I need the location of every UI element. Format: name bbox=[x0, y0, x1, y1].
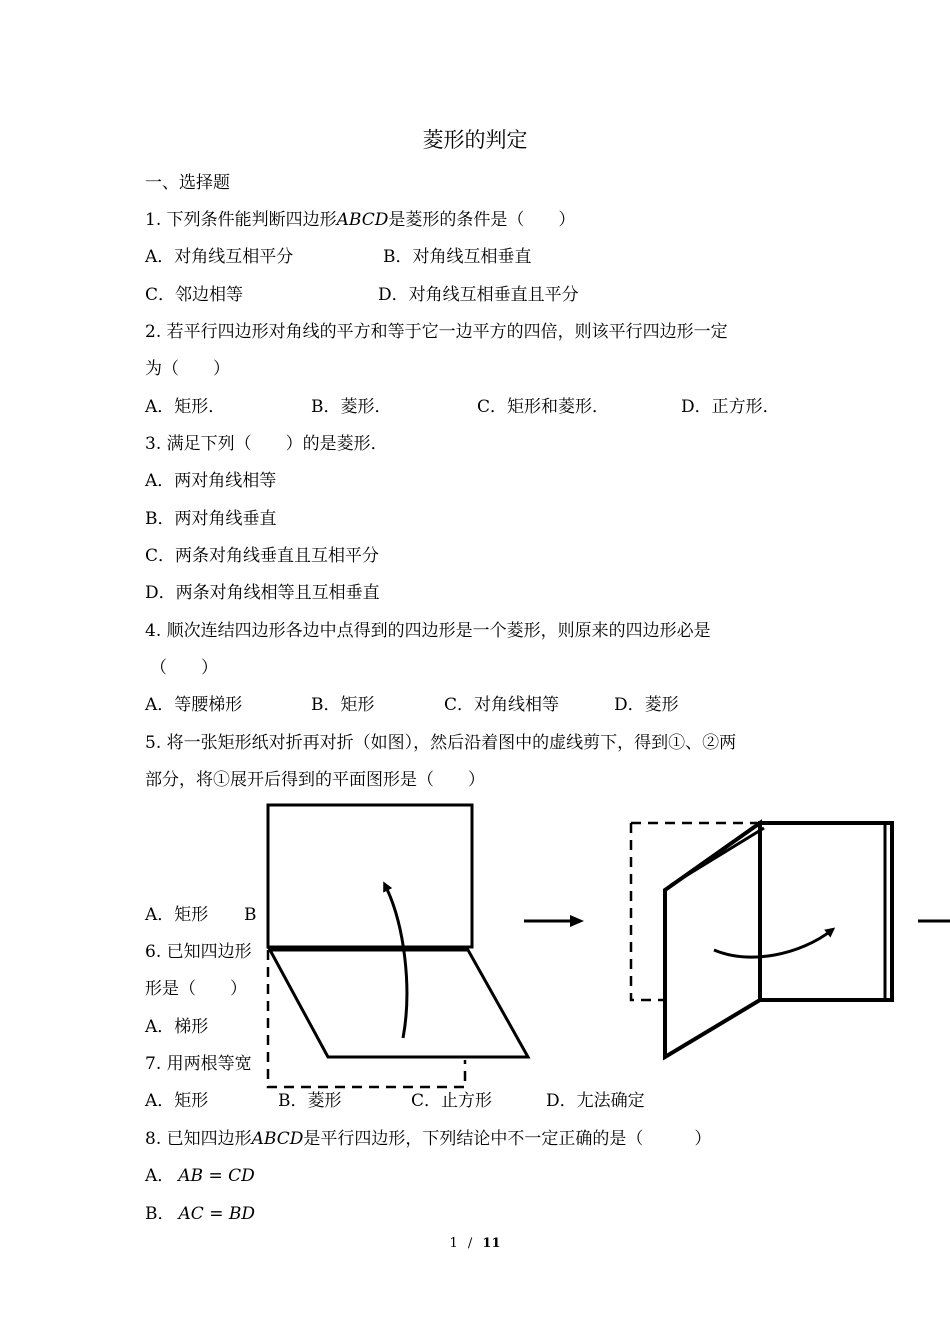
q4-stem-line2: （ ） bbox=[150, 658, 218, 678]
fold-step-1-figure bbox=[268, 805, 528, 1087]
q8-option-b-expr: AC = BD bbox=[178, 1204, 255, 1224]
q8-stem-prefix: 8. 已知四边形 bbox=[145, 1129, 252, 1149]
q2-option-a: A．矩形． bbox=[145, 397, 226, 417]
upper-rectangle bbox=[268, 805, 472, 947]
q8-option-a-label: A． bbox=[145, 1166, 175, 1186]
q5-stem-line2: 部分，将①展开后得到的平面图形是（ ） bbox=[145, 770, 485, 790]
q8-stem-suffix: 是平行四边形，下列结论中不一定正确的是（ ） bbox=[303, 1129, 712, 1149]
fold-step-2-figure bbox=[631, 823, 892, 1057]
q1-stem-prefix: 1. 下列条件能判断四边形 bbox=[145, 210, 337, 230]
q4-option-c: C．对角线相等 bbox=[444, 695, 560, 715]
q2-option-d: D．正方形． bbox=[681, 397, 780, 417]
step-arrow-right bbox=[524, 915, 584, 927]
q1-option-a: A．对角线互相平分 bbox=[145, 247, 294, 267]
back-panel bbox=[760, 823, 892, 1000]
q8-option-b-label: B． bbox=[145, 1204, 175, 1224]
q7-stem: 7. 用两根等宽 bbox=[145, 1054, 252, 1074]
lower-parallelogram-flap bbox=[270, 950, 528, 1057]
q3-option-b: B．两对角线垂直 bbox=[145, 509, 277, 529]
q1-option-b: B．对角线互相垂直 bbox=[383, 247, 532, 267]
page-footer bbox=[0, 1236, 950, 1251]
second-fold-dashed-outline bbox=[631, 823, 668, 1000]
q7-option-a: A．矩形 bbox=[145, 1091, 209, 1111]
page-separator: / bbox=[467, 1236, 473, 1251]
q8-option-a-expr: AB = CD bbox=[178, 1166, 255, 1186]
q7-option-d: D．尢法确定 bbox=[546, 1091, 645, 1111]
q1-stem-italic: ABCD bbox=[336, 210, 389, 230]
q5-stem-line1: 5. 将一张矩形纸对折再对折（如图），然后沿着图中的虚线剪下，得到①、②两 bbox=[145, 733, 737, 753]
q6-stem-line2: 形是（ ） bbox=[145, 979, 247, 999]
q3-option-d: D．两条对角线相等且互相垂直 bbox=[145, 583, 380, 603]
q7-option-c: C．止方形 bbox=[411, 1091, 493, 1111]
q1-option-c: C．邻边相等 bbox=[145, 285, 244, 305]
page-title: 菱形的判定 bbox=[422, 128, 528, 152]
q1-option-d: D．对角线互相垂直且平分 bbox=[378, 285, 579, 305]
current-page: 1 bbox=[449, 1236, 458, 1251]
q3-stem: 3. 满足下列（ ）的是菱形． bbox=[145, 434, 388, 454]
q4-option-b: B．矩形 bbox=[311, 695, 375, 715]
q4-option-a: A．等腰梯形 bbox=[145, 695, 243, 715]
total-pages: 11 bbox=[482, 1236, 501, 1251]
q2-stem-line2: 为（ ） bbox=[145, 359, 230, 379]
q2-option-c: C．矩形和菱形． bbox=[477, 397, 610, 417]
q3-option-a: A．两对角线相等 bbox=[145, 471, 277, 491]
q5-option-a-partial: A．矩形 bbox=[145, 905, 209, 925]
q6-option-a: A．梯形 bbox=[145, 1017, 209, 1037]
section-heading: 一、选择题 bbox=[145, 173, 230, 193]
q2-option-b: B．菱形． bbox=[311, 397, 392, 417]
q6-stem-line1: 6. 已知四边形 bbox=[145, 942, 252, 962]
q4-stem-line1: 4. 顺次连结四边形各边中点得到的四边形是一个菱形，则原来的四边形必是 bbox=[145, 621, 711, 641]
q8-stem-italic: ABCD bbox=[251, 1129, 304, 1149]
q7-option-b: B．菱形 bbox=[278, 1091, 342, 1111]
q1-stem-suffix: 是菱形的条件是（ ） bbox=[388, 210, 576, 230]
q5-option-b-partial: B bbox=[244, 905, 257, 925]
q3-option-c: C．两条对角线垂直且互相平分 bbox=[145, 546, 380, 566]
q4-option-d: D．菱形 bbox=[614, 695, 679, 715]
q2-stem-line1: 2. 若平行四边形对角线的平方和等于它一边平方的四倍，则该平行四边形一定 bbox=[145, 322, 728, 342]
